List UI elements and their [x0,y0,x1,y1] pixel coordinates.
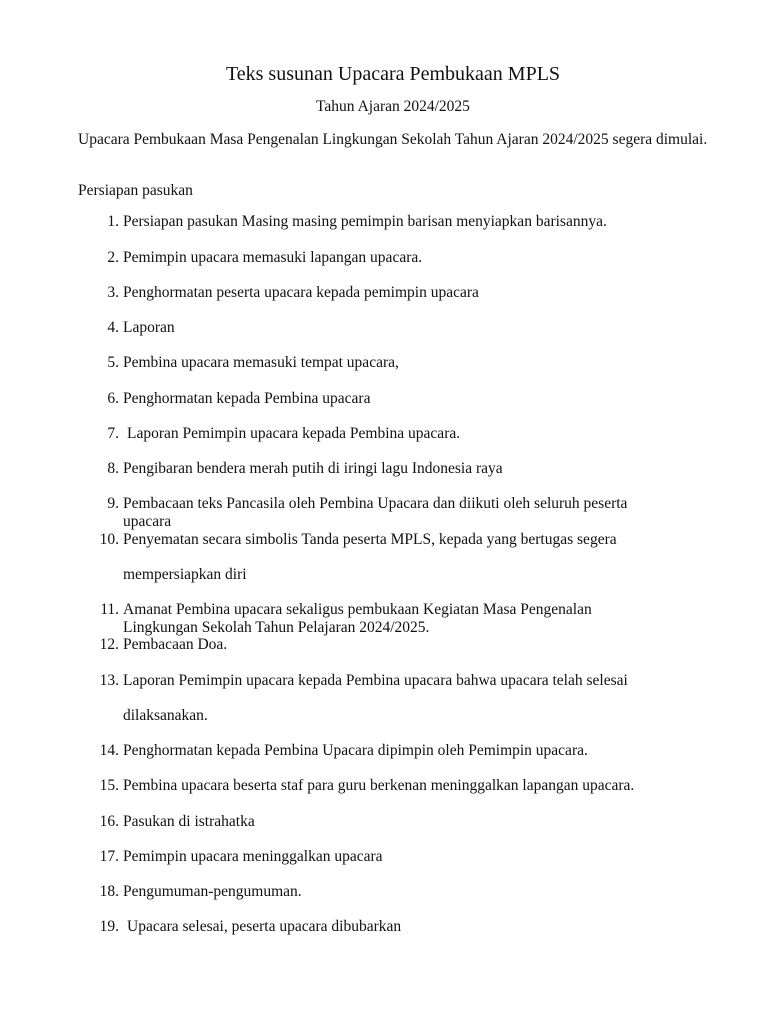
list-item-text: Pembina upacara memasuki tempat upacara, [123,354,399,371]
list-item-text: Laporan [123,319,175,336]
list-item-number: 11. [100,601,119,618]
list-item-number: 18. [99,883,119,900]
list-item-text: Pemimpin upacara meninggalkan upacara [123,848,383,865]
list-item-continuation: Lingkungan Sekolah Tahun Pelajaran 2024/2025. [123,619,430,636]
list-item-number: 12. [99,636,119,653]
list-item-number: 13. [99,672,119,689]
list-item-text: Laporan Pemimpin upacara kepada Pembina upacara. [127,425,461,442]
list-item-text: Penghormatan kepada Pembina Upacara dipimpin oleh Pemimpin upacara. [123,742,588,759]
intro-paragraph: Upacara Pembukaan Masa Pengenalan Lingkungan Sekolah Tahun Ajaran 2024/2025 segera dimulai. [78,131,708,148]
list-item-number: 14. [99,742,119,759]
list-item-number: 16. [99,813,119,830]
list-item-text: Laporan Pemimpin upacara kepada Pembina upacara bahwa upacara telah selesai [123,672,628,689]
list-item-number: 8. [107,460,119,477]
list-item-number: 6. [107,390,119,407]
list-item-continuation: dilaksanakan. [123,707,208,724]
document-title: Teks susunan Upacara Pembukaan MPLS [225,63,561,85]
list-item-number: 3. [107,284,119,301]
list-item-number: 17. [99,848,119,865]
list-item-number: 9. [107,495,119,512]
list-item-number: 7. [107,425,119,442]
list-item-number: 10. [99,531,119,548]
list-item-text: Pemimpin upacara memasuki lapangan upacara. [123,249,423,266]
list-item-text: Penghormatan kepada Pembina upacara [123,390,371,407]
list-item-number: 19. [99,918,119,935]
list-item-continuation: upacara [123,513,172,530]
list-item-text: Penghormatan peserta upacara kepada pemimpin upacara [123,284,479,301]
list-item-text: Pasukan di istrahatka [123,813,255,830]
list-item-text: Upacara selesai, peserta upacara dibubarkan [127,918,402,935]
list-item-text: Pembacaan Doa. [123,636,228,653]
list-item-continuation: mempersiapkan diri [123,566,247,583]
list-item-number: 5. [107,354,119,371]
list-item-text: Pembacaan teks Pancasila oleh Pembina Upacara dan diikuti oleh seluruh peserta [123,495,628,512]
list-item-number: 4. [107,319,119,336]
list-item-text: Pengumuman-pengumuman. [123,883,302,900]
section-label: Persiapan pasukan [78,182,193,199]
list-item-text: Pengibaran bendera merah putih di iringi lagu Indonesia raya [123,460,503,477]
list-item-text: Penyematan secara simbolis Tanda peserta MPLS, kepada yang bertugas segera [123,531,617,548]
list-item-number: 2. [107,249,119,266]
document-subtitle: Tahun Ajaran 2024/2025 [316,98,470,115]
list-item-number: 15. [99,777,119,794]
list-item-text: Amanat Pembina upacara sekaligus pembukaan Kegiatan Masa Pengenalan [123,601,592,618]
list-item-text: Pembina upacara beserta staf para guru berkenan meninggalkan lapangan upacara. [123,777,635,794]
list-item-text: Persiapan pasukan Masing masing pemimpin barisan menyiapkan barisannya. [123,213,607,230]
list-item-number: 1. [107,213,119,230]
